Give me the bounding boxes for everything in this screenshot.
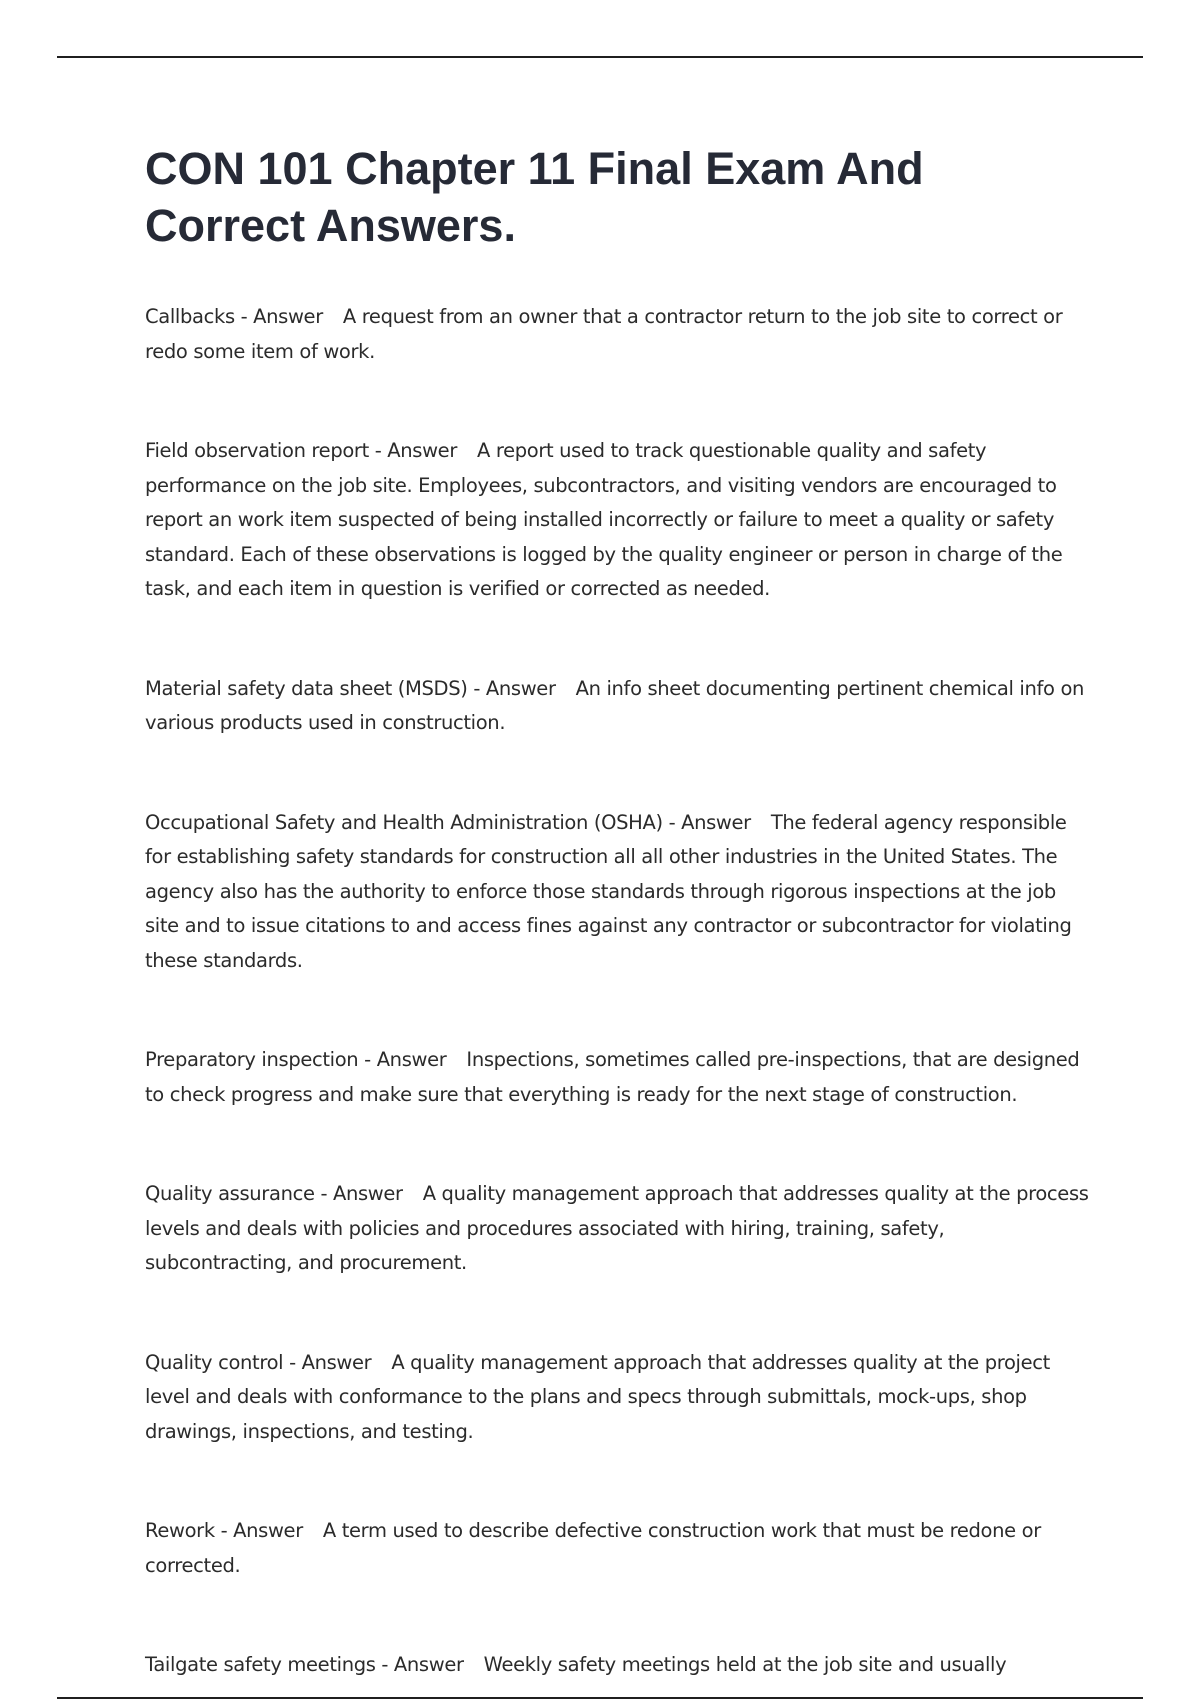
qa-entry-field-observation-report (145, 434, 1090, 607)
qa-term: Callbacks - Answer (145, 305, 323, 328)
qa-answer: A report used to track questionable quality and safety performance on the job site. Employees, subcontractors, and visiting vendors are encouraged to report an work item suspected of being installed incorrectly or failure to meet a quality or safety standard. Each of these observations is logged by the quality engineer or person in charge of the task, and each item in question is verified or corrected as needed. (145, 439, 1063, 600)
qa-term: Rework - Answer (145, 1519, 303, 1542)
qa-answer: Weekly safety meetings held at the job site and usually (483, 1653, 1007, 1676)
qa-answer: A request from an owner that a contractor return to the job site to correct or redo some item of work. (145, 305, 1063, 363)
footer-rule (57, 1697, 1143, 1699)
qa-entry-callbacks (145, 300, 1090, 369)
qa-term: Quality control - Answer (145, 1350, 372, 1374)
qa-term: Occupational Safety and Health Administration (OSHA) - Answer (145, 810, 751, 834)
qa-term: Preparatory inspection - Answer (145, 1048, 447, 1071)
qa-term: Quality assurance - Answer (145, 1182, 403, 1205)
qa-answer: A quality management approach that addresses quality at the project level and deals with conformance to the plans and specs through submittals, mock-ups, shop drawings, inspections, and testing. (145, 1350, 1050, 1443)
header-rule (57, 56, 1143, 58)
qa-entry-osha (145, 806, 1090, 979)
qa-term: Field observation report - Answer (145, 439, 457, 462)
qa-entry-rework (145, 1514, 1090, 1583)
qa-answer: A quality management approach that addresses quality at the process levels and deals with policies and procedures associated with hiring, training, safety, subcontracting, and procurement. (145, 1182, 1089, 1274)
qa-answer: An info sheet documenting pertinent chemical info on various products used in construction. (145, 676, 1085, 734)
qa-entry-quality-control (145, 1346, 1090, 1450)
qa-entry-tailgate-safety-meetings (145, 1648, 1090, 1683)
qa-term: Material safety data sheet (MSDS) - Answer (145, 676, 556, 700)
qa-term: Tailgate safety meetings - Answer (145, 1653, 464, 1676)
qa-answer: Inspections, sometimes called pre-inspections, that are designed to check progress and make sure that everything is ready for the next stage of construction. (145, 1048, 1080, 1106)
qa-entry-preparatory-inspection (145, 1043, 1090, 1112)
document-body (145, 140, 1090, 1700)
qa-answer: A term used to describe defective construction work that must be redone or corrected. (145, 1519, 1041, 1577)
qa-answer: The federal agency responsible for establishing safety standards for construction all all other industries in the United States. The agency also has the authority to enforce those standards through rigorous inspections at the job site and to issue citations to and access fines against any contractor or subcontractor for violating these standards. (145, 810, 1072, 972)
page-title: CON 101 Chapter 11 Final Exam And Correct Answers. (145, 143, 924, 251)
qa-entry-quality-assurance (145, 1177, 1090, 1281)
qa-entry-msds (145, 672, 1090, 741)
